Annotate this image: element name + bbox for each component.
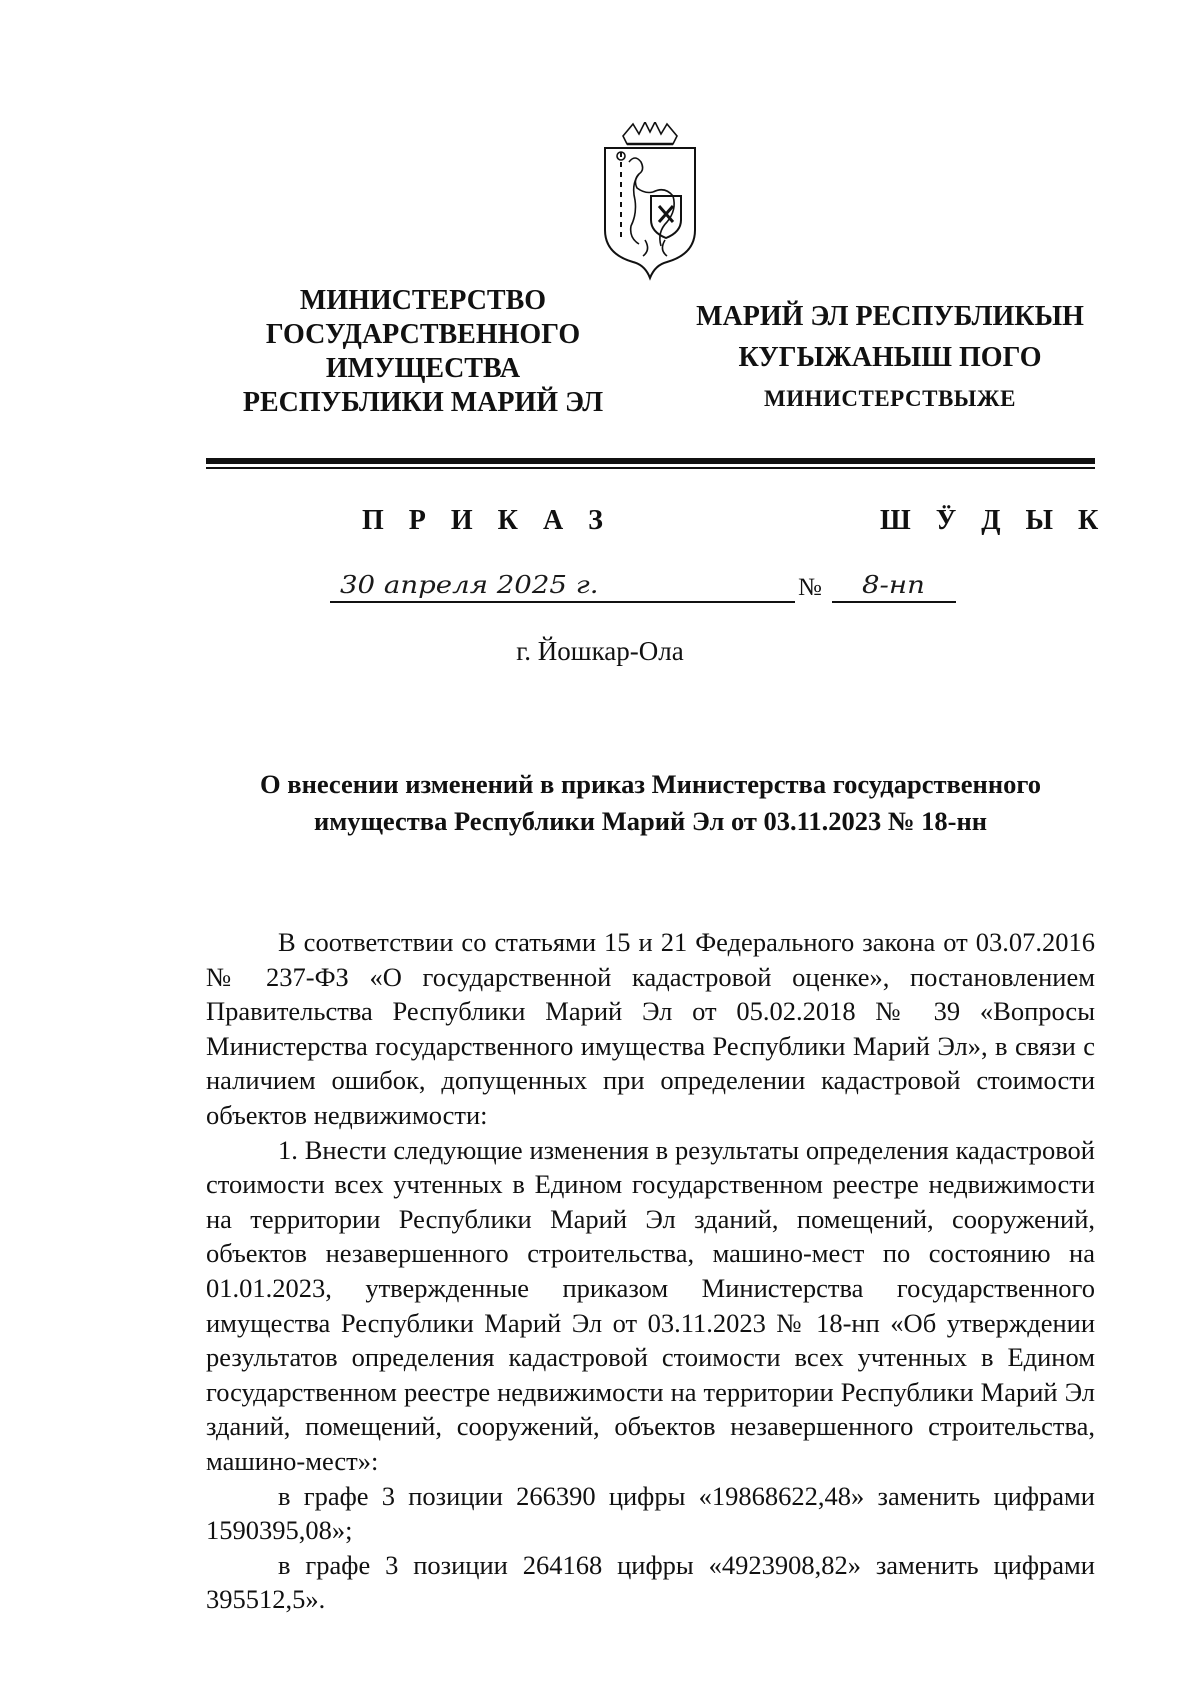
ministry-name-line: МИНИСТЕРСТВО — [299, 285, 547, 316]
ministry-name-line: КУГЫЖАНЫШ ПОГО — [738, 342, 1042, 373]
number-underline — [832, 601, 956, 603]
body-paragraph: В соответствии со статьями 15 и 21 Федерального закона от 03.07.2016 № 237-ФЗ «О государственной кадастровой оценке», постановлением Правительства Республики Марий Эл от 05.02.2018 № 39 «Вопросы Министерства государственного имущества Республики Марий Эл», в связи с наличием ошибок, допущенных при определении кадастровой стоимости объектов недвижимости: — [206, 927, 1095, 1130]
ministry-name-line: ИМУЩЕСТВА — [325, 353, 521, 384]
order-date-handwritten: 30 апреля 2025 г. — [340, 571, 599, 599]
ministry-name-mari — [680, 296, 1100, 419]
ministry-name-line: ГОСУДАРСТВЕННОГО — [265, 319, 581, 350]
number-sign: № — [798, 574, 822, 601]
date-underline — [330, 601, 795, 603]
order-title — [206, 766, 1095, 840]
body-paragraph: в графе 3 позиции 264168 цифры «4923908,82» заменить цифрами 395512,5». — [206, 1549, 1095, 1615]
header-divider-thin — [206, 467, 1095, 469]
ministry-name-line: МАРИЙ ЭЛ РЕСПУБЛИКЫН — [696, 301, 1084, 332]
ministry-name-line: МИНИСТЕРСТВЫЖЕ — [764, 386, 1016, 411]
coat-of-arms-icon — [595, 122, 705, 282]
issue-city: г. Йошкар-Ола — [516, 636, 684, 666]
header-divider-thick — [206, 458, 1095, 464]
ministry-name-russian — [228, 284, 618, 420]
document-type-mari: Ш Ӱ Д Ы К — [880, 505, 1108, 536]
order-title-line: имущества Республики Марий Эл от 03.11.2023 № 18-нн — [313, 806, 988, 836]
body-paragraph: 1. Внести следующие изменения в результаты определения кадастровой стоимости всех учтенных в Едином государственном реестре недвижимости на территории Республики Марий Эл зданий, помещений, сооружений, объектов незавершенного строительства, машино-мест по состоянию на 01.01.2023, утвержденные приказом Министерства государственного имущества Республики Марий Эл от 03.11.2023 № 18-нп «Об утверждении результатов определения кадастровой стоимости всех учтенных в Едином государственном реестре недвижимости на территории Республики Марий Эл зданий, помещений, сооружений, объектов незавершенного строительства, машино-мест»: — [206, 1134, 1095, 1476]
order-title-line: О внесении изменений в приказ Министерства государственного — [260, 769, 1041, 799]
document-type-russian: П Р И К А З — [362, 505, 612, 536]
body-paragraph: в графе 3 позиции 266390 цифры «19868622,48» заменить цифрами 1590395,08»; — [206, 1480, 1095, 1546]
order-body — [206, 925, 1095, 1617]
order-number-handwritten: 8-нп — [862, 571, 925, 599]
ministry-name-line: РЕСПУБЛИКИ МАРИЙ ЭЛ — [242, 387, 604, 418]
